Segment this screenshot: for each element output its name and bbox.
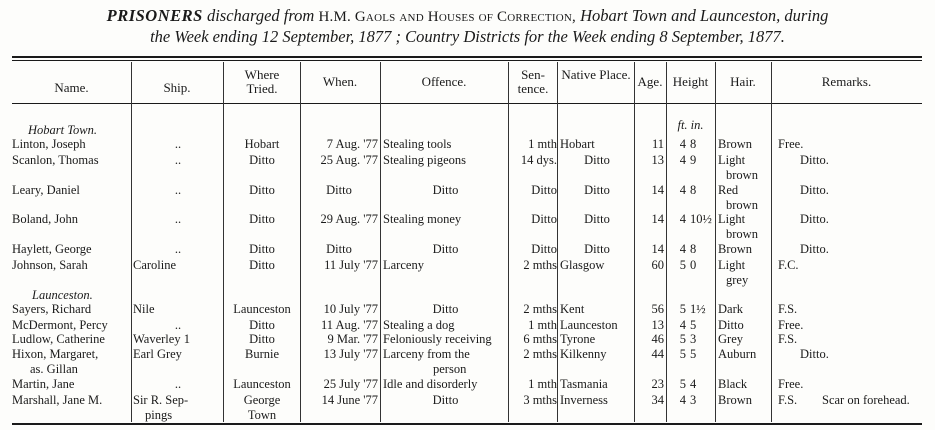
cell-remarks: Free. bbox=[778, 318, 804, 332]
cell-in: 9 bbox=[690, 153, 697, 167]
cell-in: 3 bbox=[690, 393, 697, 407]
cell-ft: 5 bbox=[679, 347, 686, 361]
cell-native: Kent bbox=[560, 302, 585, 316]
cell-where: Launceston bbox=[233, 302, 291, 316]
cell-remarks: F.C. bbox=[778, 258, 799, 272]
cell-name: Leary, Daniel bbox=[12, 183, 80, 197]
cell-ship: .. bbox=[174, 242, 182, 256]
cell-remarks: F.S. bbox=[778, 393, 798, 407]
cell-native: Ditto bbox=[584, 183, 610, 197]
cell-remarks: Ditto. bbox=[800, 183, 829, 197]
cell-sentence: 2 mths bbox=[523, 258, 557, 272]
cell-offence: Ditto bbox=[432, 183, 459, 197]
cell-offence: Feloniously receiving bbox=[383, 332, 492, 346]
cell-where: George bbox=[243, 393, 281, 407]
top-rule bbox=[12, 56, 922, 58]
header-where-tried: Where Tried. bbox=[244, 67, 280, 96]
cell-where: Launceston bbox=[233, 377, 291, 391]
cell-native: Ditto bbox=[584, 153, 610, 167]
cell-age: 13 bbox=[651, 153, 664, 167]
cell-ft: 4 bbox=[679, 137, 686, 151]
cell-sentence: 14 dys. bbox=[520, 153, 557, 167]
cell-offence: Ditto bbox=[432, 302, 459, 316]
cell-hair: Light bbox=[718, 212, 746, 226]
bottom-rule bbox=[12, 423, 922, 425]
cell-ship: Nile bbox=[133, 302, 155, 316]
cell-hair: grey bbox=[726, 273, 749, 287]
cell-remarks: Ditto. bbox=[800, 347, 829, 361]
cell-name: Marshall, Jane M. bbox=[12, 393, 103, 407]
cell-where: Ditto bbox=[249, 332, 275, 346]
cell-sentence: 1 mth bbox=[528, 137, 557, 151]
cell-when: 7 Aug. '77 bbox=[326, 137, 378, 151]
cell-remarks: Ditto. bbox=[800, 212, 829, 226]
cell-ship: .. bbox=[174, 212, 182, 226]
cell-ft: 4 bbox=[679, 393, 686, 407]
cell-when: 29 Aug. '77 bbox=[320, 212, 378, 226]
cell-when: 25 July '77 bbox=[323, 377, 378, 391]
cell-ship: .. bbox=[174, 318, 182, 332]
cell-offence: Stealing a dog bbox=[383, 318, 455, 332]
cell-sentence: 3 mths bbox=[523, 393, 557, 407]
cell-name: Johnson, Sarah bbox=[12, 258, 88, 272]
cell-native: Tasmania bbox=[560, 377, 608, 391]
cell-when: 9 Mar. '77 bbox=[327, 332, 378, 346]
cell-remarks: Ditto. bbox=[800, 153, 829, 167]
cell-ft: 4 bbox=[679, 212, 686, 226]
cell-name: as. Gillan bbox=[30, 362, 78, 376]
cell-ft: 5 bbox=[679, 377, 686, 391]
column-divider bbox=[715, 62, 716, 422]
cell-name: Haylett, George bbox=[12, 242, 92, 256]
cell-when: 11 July '77 bbox=[324, 258, 378, 272]
cell-sentence: 2 mths bbox=[523, 347, 557, 361]
cell-when: 11 Aug. '77 bbox=[320, 318, 378, 332]
cell-when: Ditto bbox=[326, 242, 352, 256]
cell-name: Scanlon, Thomas bbox=[12, 153, 99, 167]
cell-sentence: 2 mths bbox=[523, 302, 557, 316]
title-line-2: the Week ending 12 September, 1877 ; Country Districts for the Week ending 8 September, 1877. bbox=[150, 27, 785, 46]
cell-name: Boland, John bbox=[12, 212, 78, 226]
title-line-1 bbox=[0, 6, 935, 27]
cell-native: Hobart bbox=[560, 137, 595, 151]
section-hobart-town: Hobart Town. bbox=[28, 123, 98, 137]
column-divider bbox=[380, 62, 381, 422]
cell-age: 44 bbox=[651, 347, 664, 361]
cell-ship: Sir R. Sep- bbox=[133, 393, 189, 407]
cell-native: Launceston bbox=[560, 318, 618, 332]
header-sentence: Sen- tence. bbox=[517, 67, 549, 96]
cell-native: Inverness bbox=[560, 393, 608, 407]
cell-hair: Black bbox=[718, 377, 748, 391]
cell-when: 25 Aug. '77 bbox=[320, 153, 378, 167]
header-ship: Ship. bbox=[163, 80, 191, 95]
header-hair: Hair. bbox=[730, 74, 756, 89]
cell-ship: .. bbox=[174, 137, 182, 151]
cell-offence: Stealing money bbox=[383, 212, 462, 226]
cell-age: 14 bbox=[651, 242, 664, 256]
cell-in: 0 bbox=[690, 258, 697, 272]
cell-where: Ditto bbox=[249, 212, 275, 226]
cell-offence: Ditto bbox=[432, 393, 459, 407]
cell-hair: Red bbox=[718, 183, 739, 197]
cell-offence: Stealing pigeons bbox=[383, 153, 466, 167]
cell-remarks-extra: Scar on forehead. bbox=[822, 393, 910, 407]
cell-remarks: Free. bbox=[778, 377, 804, 391]
cell-sentence: 6 mths bbox=[523, 332, 557, 346]
cell-in: 3 bbox=[690, 332, 697, 346]
cell-hair: brown bbox=[726, 227, 758, 241]
cell-hair: Ditto bbox=[718, 318, 744, 332]
cell-age: 56 bbox=[651, 302, 664, 316]
cell-native: Glasgow bbox=[560, 258, 605, 272]
document-title bbox=[0, 6, 935, 46]
cell-hair: Grey bbox=[718, 332, 743, 346]
cell-ship: Earl Grey bbox=[133, 347, 182, 361]
cell-sentence: 1 mth bbox=[528, 377, 557, 391]
cell-sentence: Ditto bbox=[531, 242, 557, 256]
header-height: Height bbox=[672, 74, 709, 89]
cell-offence: Idle and disorderly bbox=[383, 377, 478, 391]
header-remarks: Remarks. bbox=[821, 74, 872, 89]
cell-age: 14 bbox=[651, 183, 664, 197]
cell-in: 1½ bbox=[690, 302, 706, 316]
cell-age: 14 bbox=[651, 212, 664, 226]
cell-ship: Caroline bbox=[133, 258, 177, 272]
cell-sentence: 1 mth bbox=[528, 318, 557, 332]
cell-in: 4 bbox=[690, 377, 697, 391]
cell-ft: 5 bbox=[679, 332, 686, 346]
column-divider bbox=[666, 62, 667, 422]
header-native-place: Native Place. bbox=[561, 67, 631, 82]
cell-offence: Larceny bbox=[383, 258, 424, 272]
cell-ship: .. bbox=[174, 153, 182, 167]
cell-when: 14 June '77 bbox=[321, 393, 378, 407]
cell-in: 8 bbox=[690, 183, 697, 197]
cell-name: Sayers, Richard bbox=[12, 302, 92, 316]
cell-offence: Stealing tools bbox=[383, 137, 452, 151]
cell-offence: Ditto bbox=[432, 242, 459, 256]
cell-ship: .. bbox=[174, 377, 182, 391]
cell-sentence: Ditto bbox=[531, 183, 557, 197]
cell-when: 13 July '77 bbox=[323, 347, 378, 361]
cell-name: Ludlow, Catherine bbox=[12, 332, 105, 346]
cell-age: 13 bbox=[651, 318, 664, 332]
cell-ft: 5 bbox=[679, 302, 686, 316]
cell-in: 10½ bbox=[690, 212, 712, 226]
cell-age: 60 bbox=[651, 258, 664, 272]
cell-hair: brown bbox=[726, 198, 758, 212]
cell-ft: 4 bbox=[679, 242, 686, 256]
cell-when: 10 July '77 bbox=[323, 302, 378, 316]
cell-native: Tyrone bbox=[560, 332, 596, 346]
cell-name: Martin, Jane bbox=[12, 377, 75, 391]
cell-remarks: Ditto. bbox=[800, 242, 829, 256]
cell-where: Ditto bbox=[249, 318, 275, 332]
title-institutions: H.M. Gaols and Houses of Correction, bbox=[318, 9, 576, 25]
cell-where: Hobart bbox=[244, 137, 280, 151]
cell-name: McDermont, Percy bbox=[12, 318, 108, 332]
cell-hair: Brown bbox=[718, 242, 753, 256]
title-part-2: Hobart Town and Launceston, during bbox=[575, 6, 829, 25]
cell-name: Hixon, Margaret, bbox=[12, 347, 99, 361]
cell-native: Ditto bbox=[584, 212, 610, 226]
title-lead: PRISONERS bbox=[106, 6, 203, 25]
cell-in: 8 bbox=[690, 242, 697, 256]
cell-native: Kilkenny bbox=[560, 347, 607, 361]
cell-ship: .. bbox=[174, 183, 182, 197]
header-age: Age. bbox=[637, 74, 663, 89]
cell-ft: 5 bbox=[679, 258, 686, 272]
header-offence: Offence. bbox=[421, 74, 467, 89]
column-divider bbox=[771, 62, 772, 422]
cell-where: Ditto bbox=[249, 183, 275, 197]
cell-remarks: Free. bbox=[778, 137, 804, 151]
cell-ship: Waverley 1 bbox=[133, 332, 190, 346]
cell-name: Linton, Joseph bbox=[12, 137, 86, 151]
cell-hair: Light bbox=[718, 258, 746, 272]
cell-offence: Larceny from the bbox=[383, 347, 470, 361]
cell-age: 23 bbox=[651, 377, 664, 391]
cell-hair: Brown bbox=[718, 393, 753, 407]
cell-ship: pings bbox=[145, 408, 173, 422]
cell-where: Town bbox=[247, 408, 277, 422]
cell-sentence: Ditto bbox=[531, 212, 557, 226]
header-name: Name. bbox=[54, 80, 89, 95]
height-units: ft. in. bbox=[677, 118, 704, 132]
section-launceston: Launceston. bbox=[32, 288, 93, 302]
cell-in: 5 bbox=[690, 318, 697, 332]
header-when: When. bbox=[322, 74, 358, 89]
cell-ft: 4 bbox=[679, 153, 686, 167]
cell-in: 8 bbox=[690, 137, 697, 151]
cell-age: 11 bbox=[651, 137, 664, 151]
cell-native: Ditto bbox=[584, 242, 610, 256]
cell-ft: 4 bbox=[679, 318, 686, 332]
cell-where: Ditto bbox=[249, 258, 275, 272]
cell-where: Ditto bbox=[249, 153, 275, 167]
cell-hair: Light bbox=[718, 153, 746, 167]
cell-age: 34 bbox=[651, 393, 664, 407]
cell-hair: Brown bbox=[718, 137, 753, 151]
cell-remarks: F.S. bbox=[778, 302, 798, 316]
cell-hair: brown bbox=[726, 168, 758, 182]
cell-age: 46 bbox=[651, 332, 664, 346]
cell-offence: person bbox=[433, 362, 467, 376]
cell-when: Ditto bbox=[326, 183, 352, 197]
cell-hair: Dark bbox=[718, 302, 743, 316]
cell-where: Burnie bbox=[244, 347, 280, 361]
header-rule bbox=[12, 103, 922, 104]
cell-ft: 4 bbox=[679, 183, 686, 197]
cell-in: 5 bbox=[690, 347, 697, 361]
title-part-1: discharged from bbox=[202, 6, 319, 25]
cell-remarks: F.S. bbox=[778, 332, 798, 346]
top-rule-thin bbox=[12, 60, 922, 61]
cell-where: Ditto bbox=[249, 242, 275, 256]
cell-hair: Auburn bbox=[718, 347, 757, 361]
